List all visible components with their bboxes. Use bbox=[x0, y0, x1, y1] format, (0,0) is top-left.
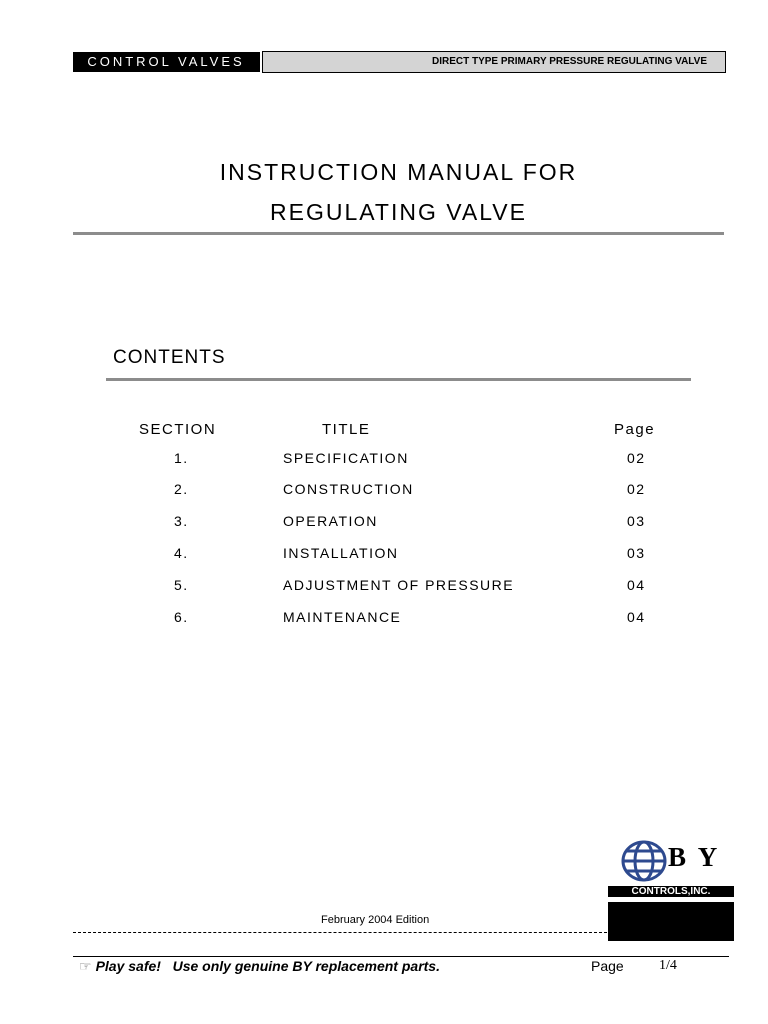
footer-notice-text: Play safe! Use only genuine BY replacement parts. bbox=[95, 958, 440, 974]
globe-logo-icon bbox=[620, 839, 668, 883]
edition-date: February 2004 Edition bbox=[321, 914, 430, 926]
row-section-number: 2. bbox=[174, 481, 189, 497]
column-header-section: SECTION bbox=[139, 421, 217, 438]
row-title: ADJUSTMENT OF PRESSURE bbox=[283, 577, 515, 593]
footer-notice bbox=[79, 958, 440, 975]
row-section-number: 3. bbox=[174, 513, 189, 529]
header-document-type-text: DIRECT TYPE PRIMARY PRESSURE REGULATING VALVE bbox=[431, 56, 707, 67]
row-page: 02 bbox=[627, 450, 646, 466]
header-category-label: CONTROL VALVES bbox=[73, 52, 259, 72]
row-page: 03 bbox=[627, 513, 646, 529]
title-divider bbox=[73, 232, 724, 235]
dashed-divider bbox=[73, 932, 607, 933]
logo-letters: B Y bbox=[668, 842, 721, 872]
page-title-line-2: REGULATING VALVE bbox=[270, 199, 527, 225]
logo-company-name: CONTROLS,INC. bbox=[608, 886, 734, 897]
row-section-number: 4. bbox=[174, 545, 189, 561]
column-header-title: TITLE bbox=[322, 421, 371, 438]
logo-black-block bbox=[608, 902, 734, 941]
page-title-line-1: INSTRUCTION MANUAL FOR bbox=[219, 159, 578, 185]
row-section-number: 6. bbox=[174, 609, 189, 625]
row-section-number: 1. bbox=[174, 450, 189, 466]
row-title: MAINTENANCE bbox=[283, 609, 402, 625]
page-label: Page bbox=[591, 958, 624, 974]
contents-heading: CONTENTS bbox=[113, 347, 226, 368]
table-row bbox=[0, 545, 768, 565]
contents-divider bbox=[106, 378, 691, 381]
table-row bbox=[0, 609, 768, 629]
page-number: 1/4 bbox=[659, 958, 677, 973]
header-document-type bbox=[262, 51, 726, 73]
row-title: SPECIFICATION bbox=[283, 450, 409, 466]
row-title: OPERATION bbox=[283, 513, 378, 529]
table-row bbox=[0, 481, 768, 501]
table-row bbox=[0, 450, 768, 470]
row-page: 03 bbox=[627, 545, 646, 561]
row-title: CONSTRUCTION bbox=[283, 481, 414, 497]
table-row bbox=[0, 513, 768, 533]
row-section-number: 5. bbox=[174, 577, 189, 593]
row-page: 02 bbox=[627, 481, 646, 497]
pointing-hand-icon: ☞ bbox=[79, 958, 92, 974]
column-header-page: Page bbox=[614, 421, 656, 438]
row-page: 04 bbox=[627, 577, 646, 593]
footer-divider bbox=[73, 956, 729, 957]
table-row bbox=[0, 577, 768, 597]
row-page: 04 bbox=[627, 609, 646, 625]
row-title: INSTALLATION bbox=[283, 545, 399, 561]
